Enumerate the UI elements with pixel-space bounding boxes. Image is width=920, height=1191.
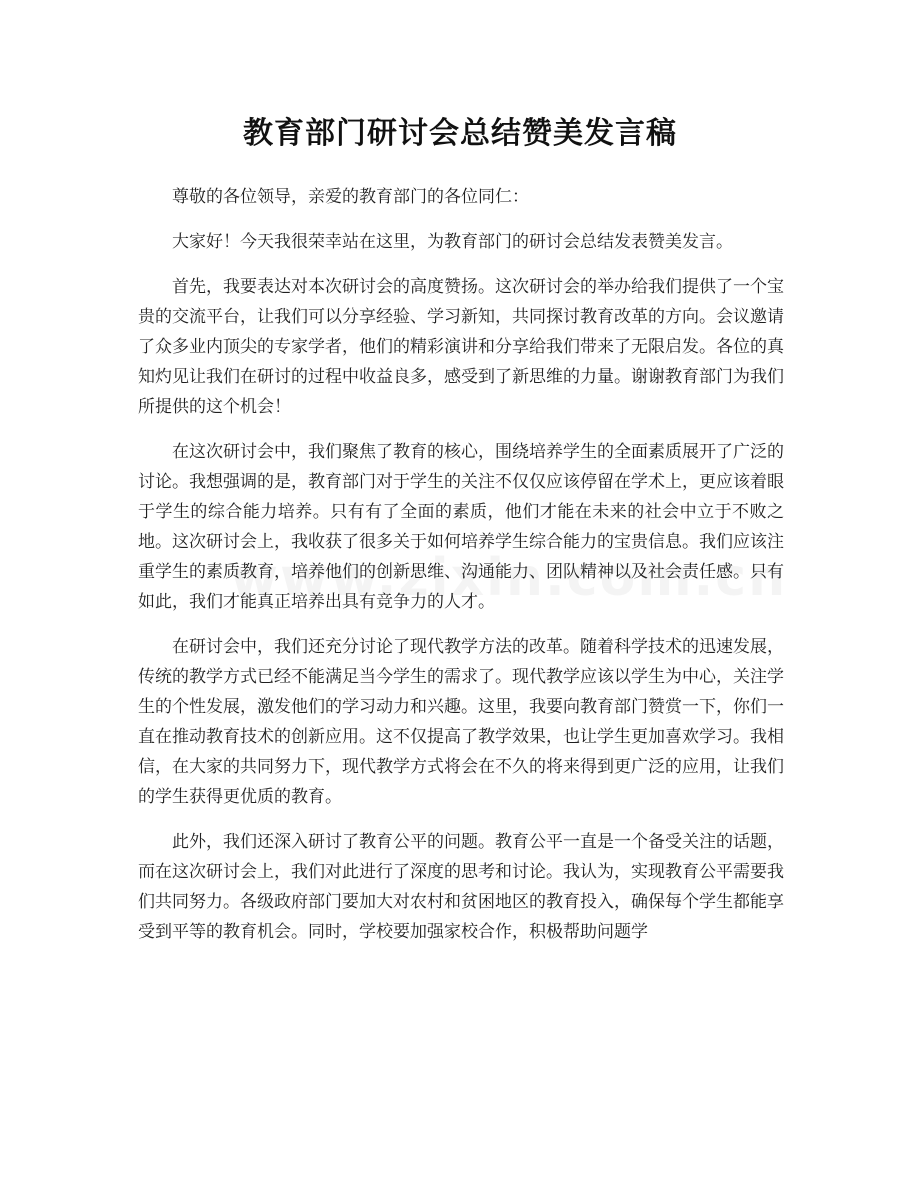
document-title: 教育部门研讨会总结赞美发言稿 — [243, 116, 677, 151]
document-body — [138, 182, 784, 962]
paragraph-education-equity: 此外，我们还深入研讨了教育公平的问题。教育公平一直是一个备受关注的话题，而在这次研讨会上，我们对此进行了深度的思考和讨论。我认为，实现教育公平需要我们共同努力。各级政府部门要加大对农村和贫困地区的教育投入，确保每个学生都能享受到平等的教育机会。同时，学校要加强家校合作，积极帮助问题学 — [138, 832, 784, 942]
paragraph-greeting: 尊敬的各位领导，亲爱的教育部门的各位同仁： — [172, 187, 529, 207]
paragraph-teaching-reform: 在研讨会中，我们还充分讨论了现代教学方法的改革。随着科学技术的迅速发展，传统的教学方式已经不能满足当今学生的需求了。现代教学应该以学生为中心，关注学生的个性发展，激发他们的学习动力和兴趣。这里，我要向教育部门赞赏一下，你们一直在推动教育技术的创新应用。这不仅提高了教学效果，也让学生更加喜欢学习。我相信，在大家的共同努力下，现代教学方式将会在不久的将来得到更广泛的应用，让我们的学生获得更优质的教育。 — [138, 637, 784, 807]
paragraph-quality-education: 在这次研讨会中，我们聚焦了教育的核心，围绕培养学生的全面素质展开了广泛的讨论。我想强调的是，教育部门对于学生的关注不仅仅应该停留在学术上，更应该着眼于学生的综合能力培养。只有有了全面的素质，他们才能在未来的社会中立于不败之地。这次研讨会上，我收获了很多关于如何培养学生综合能力的宝贵信息。我们应该注重学生的素质教育，培养他们的创新思维、沟通能力、团队精神以及社会责任感。只有如此，我们才能真正培养出具有竞争力的人才。 — [138, 442, 784, 612]
paragraph-opening: 大家好！今天我很荣幸站在这里，为教育部门的研讨会总结发表赞美发言。 — [172, 232, 733, 252]
paragraph-praise: 首先，我要表达对本次研讨会的高度赞扬。这次研讨会的举办给我们提供了一个宝贵的交流平台，让我们可以分享经验、学习新知，共同探讨教育改革的方向。会议邀请了众多业内顶尖的专家学者，他们的精彩演讲和分享给我们带来了无限启发。各位的真知灼见让我们在研讨的过程中收益良多，感受到了新思维的力量。谢谢教育部门为我们所提供的这个机会！ — [138, 277, 784, 417]
